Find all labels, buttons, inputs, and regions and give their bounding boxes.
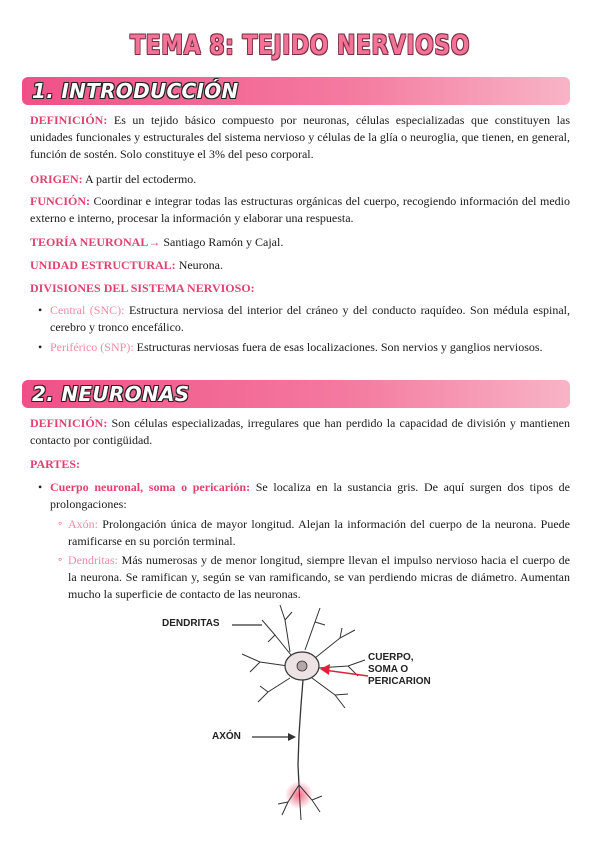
list-item bbox=[30, 516, 570, 550]
label-axon: AXÓN bbox=[212, 731, 241, 742]
sub-text: Más numerosas y de menor longitud, siempre llevan el impulso nervioso hacia el cuerpo de la neurona. Se ramifican y, según se van ramificando, se van perdiendo micras de diámetro. Aumentan mucho la superficie de contacto de las neuronas. bbox=[68, 553, 570, 601]
label-cuerpo-line: SOMA O bbox=[368, 664, 409, 675]
label-cuerpo-line: PERICARION bbox=[368, 676, 431, 687]
definicion-text: Es un tejido básico compuesto por neuronas, células especializadas que constituyen las unidades funcionales y estructurales del sistema nervioso y células de la glía o neuroglia, que tienen, en general, función de sostén. Solo constituye el 3% del peso corporal. bbox=[30, 113, 570, 161]
funcion-label: FUNCIÓN: bbox=[30, 194, 90, 208]
sub-label: Dendritas: bbox=[68, 553, 118, 567]
division-label: Periférico (SNP): bbox=[50, 340, 134, 354]
teoria-text: Santiago Ramón y Cajal. bbox=[160, 235, 284, 249]
unidad-text: Neurona. bbox=[175, 258, 224, 272]
cuerpo-arrow-line bbox=[324, 670, 368, 676]
division-text: Estructura nerviosa del interior del cráneo y del conducto raquídeo. Son médula espinal, cerebro y tronco encefálico. bbox=[50, 303, 570, 334]
division-label: Central (SNC): bbox=[50, 303, 125, 317]
unidad-label: UNIDAD ESTRUCTURAL: bbox=[30, 258, 176, 272]
intro-funcion bbox=[30, 193, 570, 227]
nucleus bbox=[297, 661, 307, 671]
division-text: Estructuras nerviosas fuera de esas localizaciones. Son nervios y ganglios nerviosos. bbox=[133, 340, 543, 354]
intro-unidad bbox=[30, 257, 570, 274]
arrow-icon: → bbox=[148, 235, 161, 249]
definicion-label: DEFINICIÓN: bbox=[30, 113, 108, 127]
intro-divisiones-list bbox=[30, 302, 570, 359]
partes-label: PARTES: bbox=[30, 457, 81, 471]
section-heading-neuronas bbox=[22, 380, 570, 408]
neuronas-partes-list bbox=[30, 479, 570, 605]
definicion-label: DEFINICIÓN: bbox=[30, 416, 108, 430]
axon-arrow-head bbox=[288, 733, 296, 741]
sub-text: Prolongación única de mayor longitud. Alejan la información del cuerpo de la neurona. Puede ramificarse en su porción terminal. bbox=[68, 517, 570, 548]
funcion-text: Coordinar e integrar todas las estructuras orgánicas del cuerpo, recogiendo información del medio externo e interno, procesar la información y elaborar una respuesta. bbox=[30, 194, 570, 225]
list-item bbox=[30, 479, 570, 513]
definicion-text: Son células especializadas, irregulares que han perdido la capacidad de división y mantienen contacto por contigüidad. bbox=[30, 416, 570, 447]
list-item bbox=[30, 302, 570, 336]
axon bbox=[298, 680, 303, 785]
neuron-figure bbox=[150, 590, 450, 830]
origen-label: ORIGEN: bbox=[30, 172, 83, 186]
label-cuerpo-line: CUERPO, bbox=[368, 652, 414, 663]
origen-text: A partir del ectodermo. bbox=[82, 172, 197, 186]
list-item bbox=[30, 339, 570, 356]
neuronas-partes-label bbox=[30, 456, 570, 473]
intro-divisiones-label bbox=[30, 280, 570, 297]
divisiones-label: DIVISIONES DEL SISTEMA NERVIOSO: bbox=[30, 281, 255, 295]
label-dendritas: DENDRITAS bbox=[162, 618, 220, 629]
intro-origen bbox=[30, 171, 570, 188]
intro-teoria bbox=[30, 234, 570, 251]
teoria-label: TEORÍA NEURONAL bbox=[30, 235, 149, 249]
label-cuerpo bbox=[368, 652, 431, 688]
neuronas-definicion bbox=[30, 415, 570, 449]
page-title: TEMA 8: TEJIDO NERVIOSO bbox=[130, 30, 470, 61]
section-heading-text: 1. INTRODUCCIÓN bbox=[32, 79, 239, 103]
parte-text: Se localiza en la sustancia gris. De aquí surgen dos tipos de prolongaciones: bbox=[50, 480, 570, 511]
cuerpo-arrow-head bbox=[320, 664, 330, 675]
parte-label: Cuerpo neuronal, soma o pericarión: bbox=[50, 480, 251, 494]
intro-definicion bbox=[30, 112, 570, 163]
section-heading-introduccion bbox=[22, 77, 570, 105]
section-heading-text: 2. NEURONAS bbox=[32, 382, 190, 406]
sub-label: Axón: bbox=[68, 517, 98, 531]
